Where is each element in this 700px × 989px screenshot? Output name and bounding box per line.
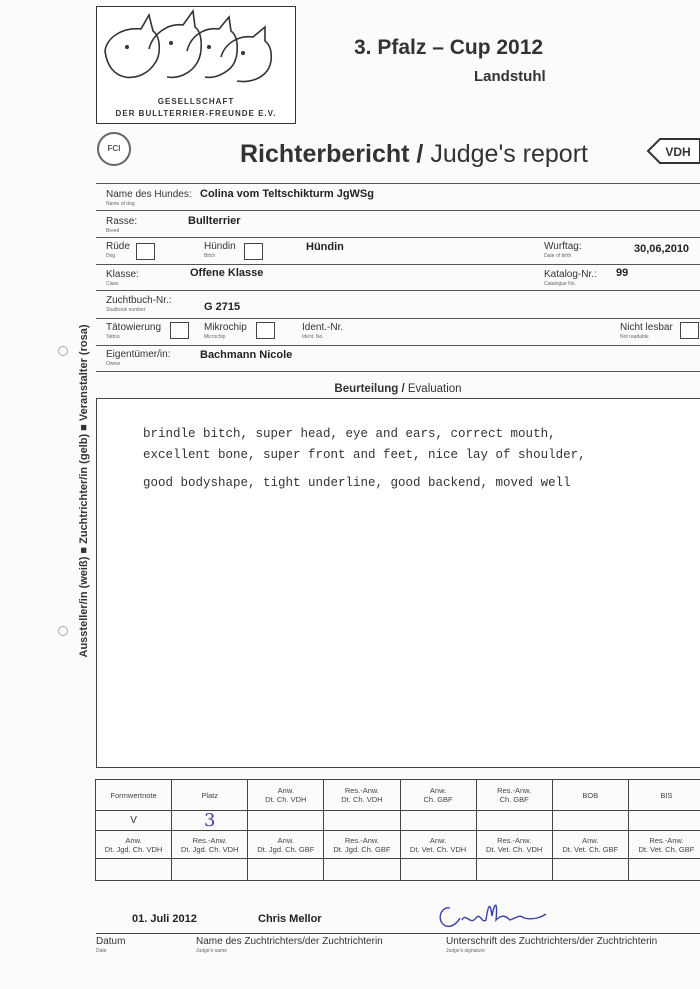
results-table (95, 779, 700, 881)
studbook-value: G 2715 (204, 301, 241, 313)
dog-label: Rüde (106, 241, 130, 252)
award-header (248, 780, 324, 811)
award-header (476, 780, 552, 811)
award-value-cell[interactable]: 3 (172, 811, 248, 831)
title-header-text: Dt. Jgd. Ch. GBF (257, 844, 315, 854)
catalog-sub: Catalogue No. (544, 281, 576, 287)
date-value: 01. Juli 2012 (132, 913, 197, 925)
name-sub: Name of dog (106, 201, 135, 207)
title-header (552, 831, 628, 859)
report-title-german: Richterbericht / (240, 140, 424, 168)
title-header (400, 831, 476, 859)
microchip-sub: Microchip (204, 334, 226, 340)
class-label: Klasse: (106, 269, 139, 280)
class-value: Offene Klasse (190, 267, 264, 279)
evaluation-line: excellent bone, super front and feet, nice lay of shoulder, (143, 448, 586, 462)
judge-sub: Judge's name (196, 948, 227, 954)
tattoo-checkbox[interactable] (170, 322, 189, 339)
name-label: Name des Hundes: (106, 189, 192, 200)
title-header-text: Anw. (582, 835, 599, 845)
title-header (96, 831, 172, 859)
catalog-label: Katalog-Nr.: (544, 269, 597, 280)
ident-label: Ident.-Nr. (302, 322, 344, 333)
not-readable-sub: Not readable (620, 334, 649, 340)
title-header (248, 831, 324, 859)
signature-label: Unterschrift des Zuchtrichters/der Zuchtrichterin (446, 936, 658, 947)
bitch-label: Hündin (204, 241, 236, 252)
title-header-text: Dt. Vet. Ch. GBF (638, 844, 695, 854)
title-header-text: Dt. Vet. Ch. VDH (409, 844, 467, 854)
award-value-cell[interactable] (552, 811, 628, 831)
title-header-text: Dt. Vet. Ch. VDH (486, 844, 543, 854)
studbook-sub: Studbook number (106, 307, 146, 313)
row-studbook (96, 291, 700, 319)
judge-label: Name des Zuchtrichters/der Zuchtrichterin (196, 936, 383, 947)
award-header (400, 780, 476, 811)
evaluation-heading (96, 383, 700, 395)
title-value-cell[interactable] (476, 859, 552, 881)
award-header-text: Anw. (429, 786, 447, 795)
report-title (240, 140, 588, 169)
award-value-row (96, 811, 700, 831)
punch-hole (58, 626, 68, 636)
microchip-label: Mikrochip (204, 322, 247, 333)
dog-checkbox[interactable] (136, 243, 155, 260)
evaluation-line: brindle bitch, super head, eye and ears, correct mouth, (143, 427, 556, 441)
report-title-english: Judge's report (430, 140, 588, 168)
bitch-checkbox[interactable] (244, 243, 263, 260)
award-header (324, 780, 400, 811)
sex-value: Hündin (306, 241, 344, 253)
row-sex (96, 238, 700, 265)
award-header-text: Dt. Ch. VDH (341, 795, 383, 804)
class-sub: Class (106, 281, 119, 287)
title-header (324, 831, 400, 859)
award-header-text: Res.-Anw. (344, 786, 380, 795)
title-value-row (96, 859, 700, 881)
award-value-cell[interactable]: V (96, 811, 172, 831)
vdh-logo-icon (646, 136, 700, 166)
award-header-text: Formwertnote (110, 790, 157, 800)
not-readable-label: Nicht lesbar (620, 322, 673, 333)
bullterrier-heads-logo-icon (97, 7, 293, 93)
judge-signature (432, 896, 552, 932)
title-value-cell[interactable] (172, 859, 248, 881)
title-header-text: Dt. Jgd. Ch. VDH (104, 844, 163, 854)
owner-label: Eigentümer/in: (106, 349, 171, 360)
punch-hole (58, 346, 68, 356)
evaluation-box (96, 398, 700, 768)
club-logo (96, 6, 296, 124)
title-header-row (96, 831, 700, 859)
breed-label: Rasse: (106, 216, 138, 227)
award-header-text: Platz (201, 790, 219, 800)
title-header (476, 831, 552, 859)
breed-value: Bullterrier (188, 215, 241, 227)
title-value-cell[interactable] (552, 859, 628, 881)
award-header (172, 780, 248, 811)
award-value-cell[interactable] (248, 811, 324, 831)
award-value-cell[interactable] (400, 811, 476, 831)
dog-name-value: Colina vom Teltschikturm JgWSg (200, 188, 374, 200)
not-readable-checkbox[interactable] (680, 322, 699, 339)
title-header-text: Dt. Jgd. Ch. GBF (333, 844, 391, 854)
title-header-text: Res.-Anw. (192, 835, 227, 845)
studbook-label: Zuchtbuch-Nr.: (106, 295, 172, 306)
logo-line-2: DER BULLTERRIER-FREUNDE E.V. (115, 109, 277, 118)
row-class (96, 265, 700, 291)
award-value-cell[interactable] (628, 811, 700, 831)
evaluation-heading-english: Evaluation (407, 383, 462, 395)
copy-distribution-text: Aussteller/in (weiß) ■ Zuchtrichter/in (gelb) ■ Veranstalter (rosa) (78, 324, 90, 658)
owner-value: Bachmann Nicole (200, 349, 293, 361)
logo-line-1: GESELLSCHAFT (157, 97, 235, 106)
title-value-cell[interactable] (628, 859, 700, 881)
row-identification (96, 319, 700, 346)
evaluation-heading-german: Beurteilung / (334, 383, 405, 395)
signature-sub: Judge's signature (446, 948, 486, 954)
award-header-text: Dt. Ch. VDH (265, 795, 307, 804)
breed-sub: Breed (106, 228, 120, 234)
title-value-cell[interactable] (400, 859, 476, 881)
award-header (96, 780, 172, 811)
bitch-sub: Bitch (204, 253, 216, 259)
dob-sub: Date of birth (544, 253, 572, 259)
microchip-checkbox[interactable] (256, 322, 275, 339)
award-value-cell[interactable] (324, 811, 400, 831)
title-header (172, 831, 248, 859)
fci-logo-icon (97, 132, 131, 166)
award-header (552, 780, 628, 811)
copy-distribution-label (74, 300, 94, 682)
date-label: Datum (96, 936, 126, 947)
ident-sub: Ident. No. (302, 334, 324, 340)
evaluation-line: good bodyshape, tight underline, good backend, moved well (143, 476, 571, 490)
title-header-text: Anw. (125, 835, 142, 845)
row-breed (96, 211, 700, 238)
judge-name-value: Chris Mellor (258, 913, 322, 925)
title-value-cell[interactable] (324, 859, 400, 881)
tattoo-label: Tätowierung (106, 322, 162, 333)
owner-sub: Owner (106, 361, 121, 367)
award-header-text: Ch. GBF (499, 795, 529, 804)
row-owner (96, 346, 700, 372)
catalog-value: 99 (616, 267, 629, 279)
award-header-text: BIS (660, 790, 673, 800)
dob-value: 30,06,2010 (634, 243, 690, 255)
title-header-text: Anw. (277, 835, 294, 845)
title-header-text: Res.-Anw. (344, 835, 380, 845)
title-header-text: Anw. (429, 835, 447, 845)
dog-sub: Dog (106, 253, 116, 259)
award-header-text: BOB (582, 790, 599, 800)
row-name (96, 184, 700, 211)
award-header (628, 780, 700, 811)
vdh-label: VDH (665, 145, 691, 159)
event-title: 3. Pfalz – Cup 2012 (354, 36, 544, 59)
tattoo-sub: Tattoo (106, 334, 120, 340)
event-place: Landstuhl (474, 68, 546, 85)
title-value-cell[interactable] (96, 859, 172, 881)
award-value-cell[interactable] (476, 811, 552, 831)
dob-label: Wurftag: (544, 241, 582, 252)
title-value-cell[interactable] (248, 859, 324, 881)
title-header-text: Dt. Vet. Ch. GBF (562, 844, 619, 854)
title-header (628, 831, 700, 859)
award-header-text: Res.-Anw. (497, 786, 532, 795)
award-header-row (96, 780, 700, 811)
signature-rule (96, 933, 700, 934)
title-header-text: Dt. Jgd. Ch. VDH (180, 844, 239, 854)
fci-label: FCI (107, 144, 121, 153)
award-header-text: Anw. (277, 786, 294, 795)
award-header-text: Ch. GBF (423, 795, 453, 804)
title-header-text: Res.-Anw. (497, 835, 532, 845)
date-sub: Date (96, 948, 107, 954)
title-header-text: Res.-Anw. (649, 835, 684, 845)
